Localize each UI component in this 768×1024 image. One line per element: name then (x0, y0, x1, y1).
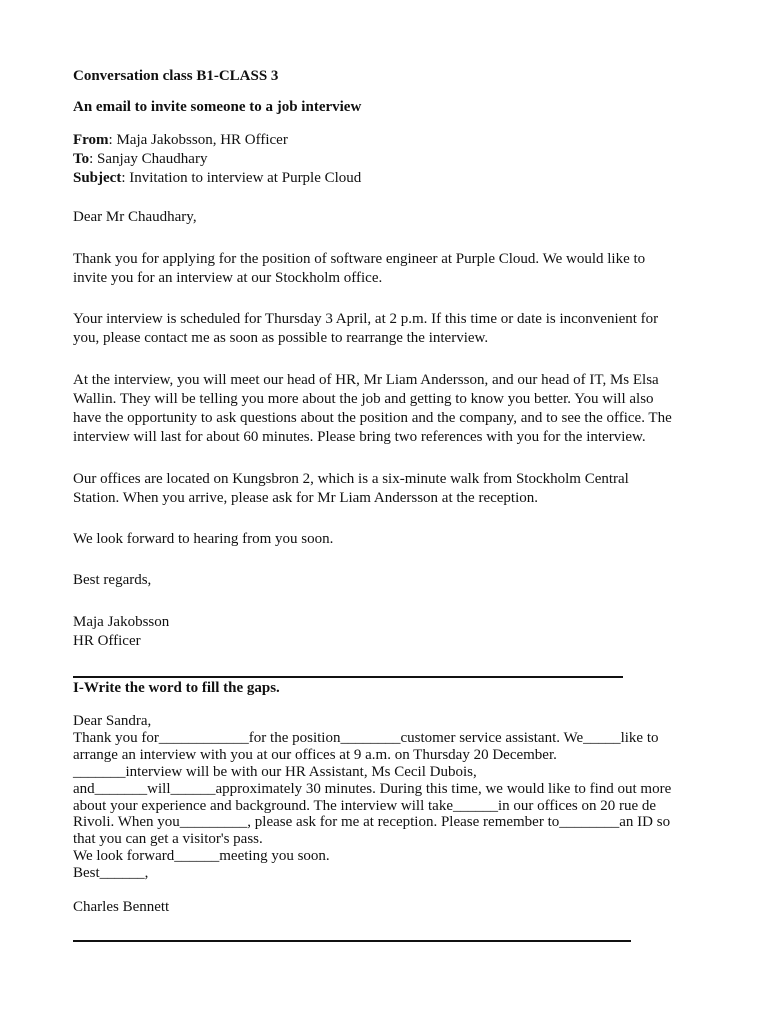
exercise-signature: Charles Bennett (73, 899, 170, 915)
divider-line (73, 676, 623, 678)
bottom-divider-line (73, 940, 631, 942)
exercise-line: and_______will______approximately 30 minutes. During this time, we would like to find out more (73, 780, 672, 797)
exercise-line: arrange an interview with you at our offices at 9 a.m. on Thursday 20 December. (73, 746, 557, 763)
exercise-line: Dear Sandra, (73, 713, 152, 729)
paragraph-line: Station. When you arrive, please ask for Mr Liam Andersson at the reception. (73, 490, 539, 506)
paragraph-line: Thank you for applying for the position of software engineer at Purple Cloud. We would like to (73, 251, 646, 267)
email-signature (73, 613, 703, 651)
email-paragraph-3 (73, 371, 703, 447)
exercise-line: Thank you for____________for the position________customer service assistant. We_____like to (73, 729, 659, 746)
to-label: To (73, 151, 90, 167)
to-value: : Sanjay Chaudhary (89, 151, 208, 167)
subject-line (73, 169, 703, 188)
to-line (73, 150, 703, 169)
exercise-text (73, 713, 703, 882)
email-paragraph-1 (73, 250, 703, 288)
from-line (73, 131, 703, 150)
email-sign-off: Best regards, (73, 572, 152, 588)
exercise-line: about your experience and background. The interview will take______in our offices on 20 rue de (73, 797, 657, 814)
paragraph-line: At the interview, you will meet our head of HR, Mr Liam Andersson, and our head of IT, Ms Elsa (73, 372, 659, 388)
paragraph-line: interview will last for about 60 minutes. Please bring two references with you for the interview. (73, 429, 646, 445)
paragraph-line: you, please contact me as soon as possible to rearrange the interview. (73, 330, 489, 346)
paragraph-line: Our offices are located on Kungsbron 2, which is a six-minute walk from Stockholm Central (73, 471, 629, 487)
email-closing-line: We look forward to hearing from you soon. (73, 531, 334, 547)
exercise-line: We look forward______meeting you soon. (73, 848, 330, 865)
subject-label: Subject (73, 170, 122, 186)
email-paragraph-4 (73, 470, 703, 508)
signature-name: Maja Jakobsson (73, 614, 170, 630)
paragraph-line: invite you for an interview at our Stockholm office. (73, 270, 383, 286)
exercise-line: _______interview will be with our HR Assistant, Ms Cecil Dubois, (73, 763, 477, 780)
paragraph-line: Wallin. They will be telling you more about the job and getting to know you better. You will also (73, 391, 654, 407)
email-greeting: Dear Mr Chaudhary, (73, 209, 197, 225)
exercise-line: Best______, (73, 865, 149, 882)
email-paragraph-2 (73, 310, 703, 348)
document-subtitle: An email to invite someone to a job interview (73, 99, 362, 115)
exercise-heading: I-Write the word to fill the gaps. (73, 680, 280, 696)
exercise-line: that you can get a visitor's pass. (73, 831, 263, 848)
paragraph-line: Your interview is scheduled for Thursday 3 April, at 2 p.m. If this time or date is inconvenient for (73, 311, 659, 327)
subject-value: : Invitation to interview at Purple Cloud (121, 170, 362, 186)
from-value: : Maja Jakobsson, HR Officer (108, 132, 288, 148)
signature-title: HR Officer (73, 633, 141, 649)
document-title: Conversation class B1-CLASS 3 (73, 68, 279, 84)
from-label: From (73, 132, 109, 148)
exercise-line: Rivoli. When you_________, please ask for me at reception. Please remember to________an ID so (73, 814, 671, 831)
paragraph-line: have the opportunity to ask questions about the position and the company, and to see the office. The (73, 410, 672, 426)
email-header (73, 131, 703, 188)
